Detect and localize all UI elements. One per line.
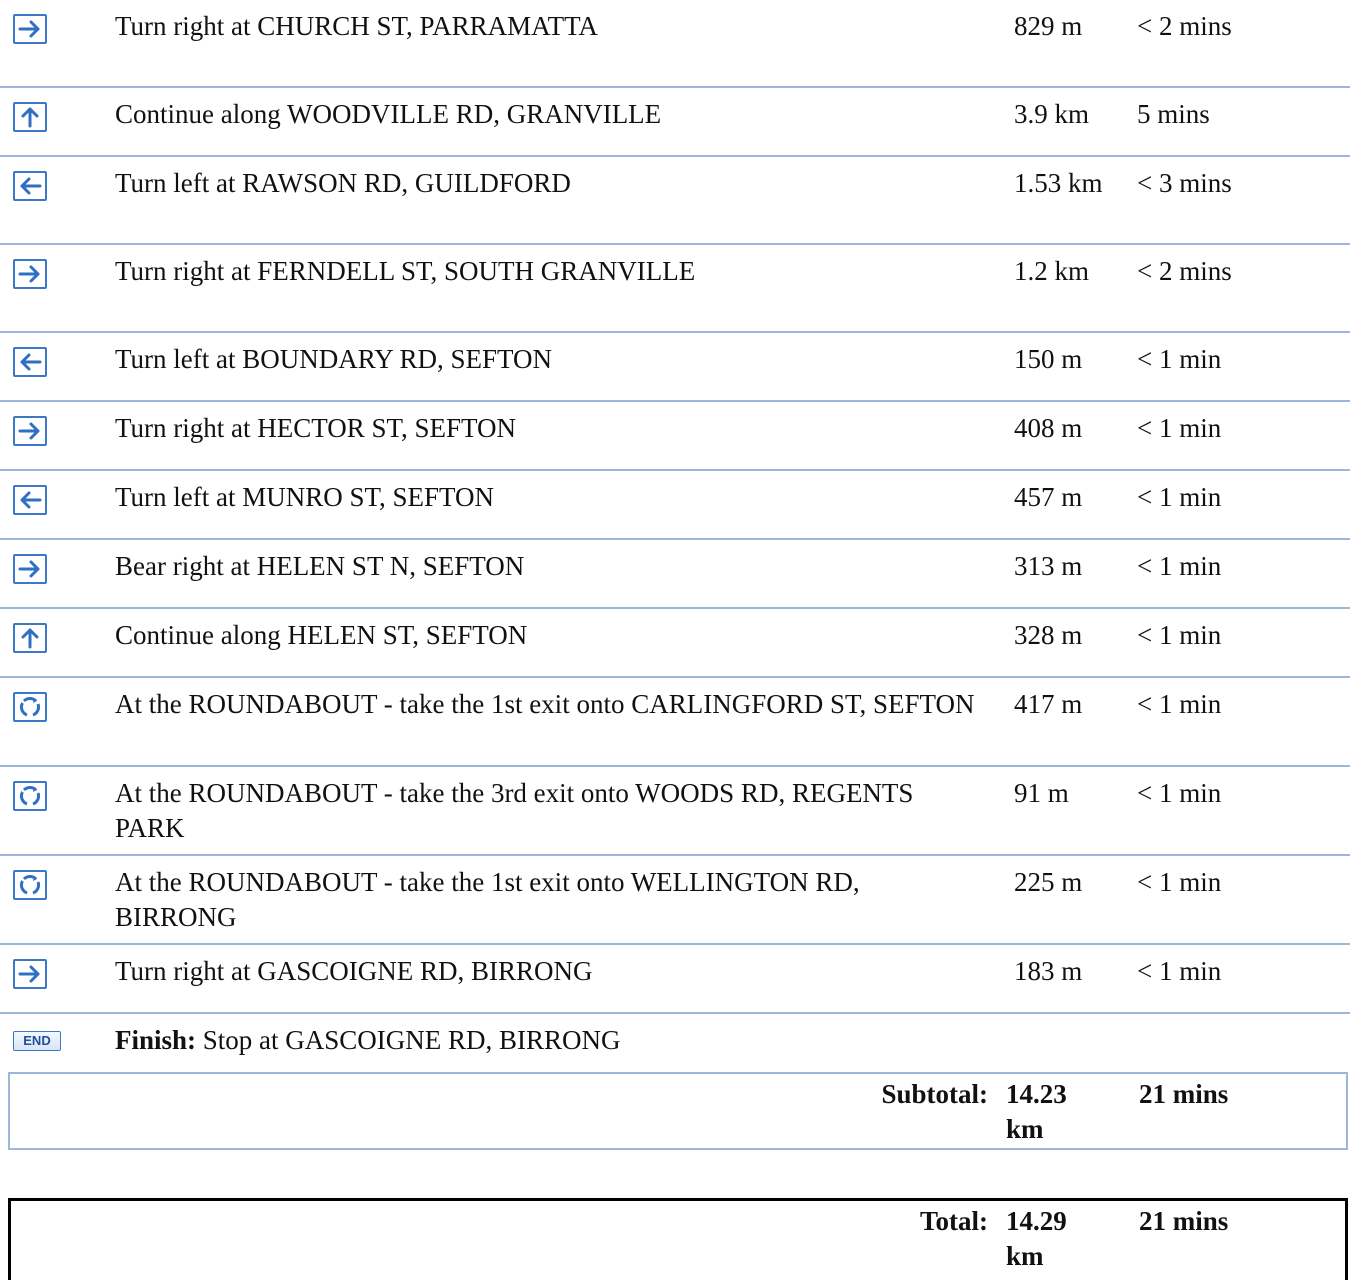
step-distance: 313 m [1014,551,1083,581]
finish-row [0,1014,1350,1072]
step-instruction: Turn right at CHURCH ST, PARRAMATTA [115,11,598,41]
step-instruction: At the ROUNDABOUT - take the 1st exit onto WELLINGTON RD, BIRRONG [115,867,860,932]
direction-step-row [0,856,1350,945]
total-row [8,1198,1348,1280]
turn-right-icon [13,259,47,289]
step-time: < 1 min [1137,867,1222,897]
step-time: < 3 mins [1137,168,1232,198]
subtotal-time: 21 mins [1139,1079,1229,1109]
roundabout-icon [13,870,47,900]
step-distance: 150 m [1014,344,1083,374]
direction-step-row [0,471,1350,540]
step-time: < 1 min [1137,482,1222,512]
subtotal-row [8,1072,1348,1150]
finish-label: Finish: [115,1025,197,1055]
direction-step-row [0,333,1350,402]
step-distance: 457 m [1014,482,1083,512]
step-time: < 1 min [1137,778,1222,808]
direction-step-row [0,678,1350,767]
step-time: < 1 min [1137,551,1222,581]
step-distance: 1.53 km [1014,168,1103,198]
step-time: < 1 min [1137,956,1222,986]
step-distance: 225 m [1014,867,1083,897]
step-distance: 328 m [1014,620,1083,650]
turn-left-icon [13,485,47,515]
turn-right-icon [13,554,47,584]
step-instruction: Turn right at HECTOR ST, SEFTON [115,413,517,443]
finish-instruction [115,1023,975,1058]
step-time: < 1 min [1137,689,1222,719]
step-instruction: At the ROUNDABOUT - take the 3rd exit onto WOODS RD, REGENTS PARK [115,778,914,843]
step-time: 5 mins [1137,99,1210,129]
step-instruction: Turn right at GASCOIGNE RD, BIRRONG [115,956,593,986]
step-time: < 2 mins [1137,256,1232,286]
subtotal-label: Subtotal: [881,1079,988,1109]
step-time: < 1 min [1137,344,1222,374]
turn-left-icon [13,171,47,201]
turn-right-icon [13,14,47,44]
step-instruction: Continue along WOODVILLE RD, GRANVILLE [115,99,662,129]
step-instruction: Continue along HELEN ST, SEFTON [115,620,528,650]
direction-step-row [0,88,1350,157]
turn-left-icon [13,347,47,377]
direction-step-row [0,540,1350,609]
step-distance: 3.9 km [1014,99,1090,129]
step-time: < 1 min [1137,620,1222,650]
direction-step-row [0,245,1350,333]
straight-ahead-icon [13,623,47,653]
direction-step-row [0,945,1350,1014]
end-flag-icon: END [13,1031,61,1051]
step-distance: 408 m [1014,413,1083,443]
total-distance: 14.29 km [1006,1206,1067,1271]
turn-right-icon [13,416,47,446]
step-distance: 417 m [1014,689,1083,719]
step-instruction: At the ROUNDABOUT - take the 1st exit onto CARLINGFORD ST, SEFTON [115,689,975,719]
step-time: < 2 mins [1137,11,1232,41]
step-distance: 183 m [1014,956,1083,986]
step-instruction: Turn left at BOUNDARY RD, SEFTON [115,344,553,374]
step-distance: 829 m [1014,11,1083,41]
step-instruction: Turn left at RAWSON RD, GUILDFORD [115,168,571,198]
finish-text: Stop at GASCOIGNE RD, BIRRONG [196,1025,621,1055]
direction-step-row [0,767,1350,856]
step-instruction: Bear right at HELEN ST N, SEFTON [115,551,525,581]
direction-step-row [0,157,1350,245]
step-distance: 91 m [1014,778,1069,808]
turn-right-icon [13,959,47,989]
direction-step-row [0,0,1350,88]
step-instruction: Turn right at FERNDELL ST, SOUTH GRANVILLE [115,256,696,286]
roundabout-icon [13,692,47,722]
total-time: 21 mins [1139,1206,1229,1236]
total-label: Total: [919,1206,988,1236]
step-instruction: Turn left at MUNRO ST, SEFTON [115,482,495,512]
roundabout-icon [13,781,47,811]
straight-ahead-icon [13,102,47,132]
subtotal-distance: 14.23 km [1006,1079,1067,1144]
step-time: < 1 min [1137,413,1222,443]
step-distance: 1.2 km [1014,256,1090,286]
direction-step-row [0,402,1350,471]
direction-step-row [0,609,1350,678]
